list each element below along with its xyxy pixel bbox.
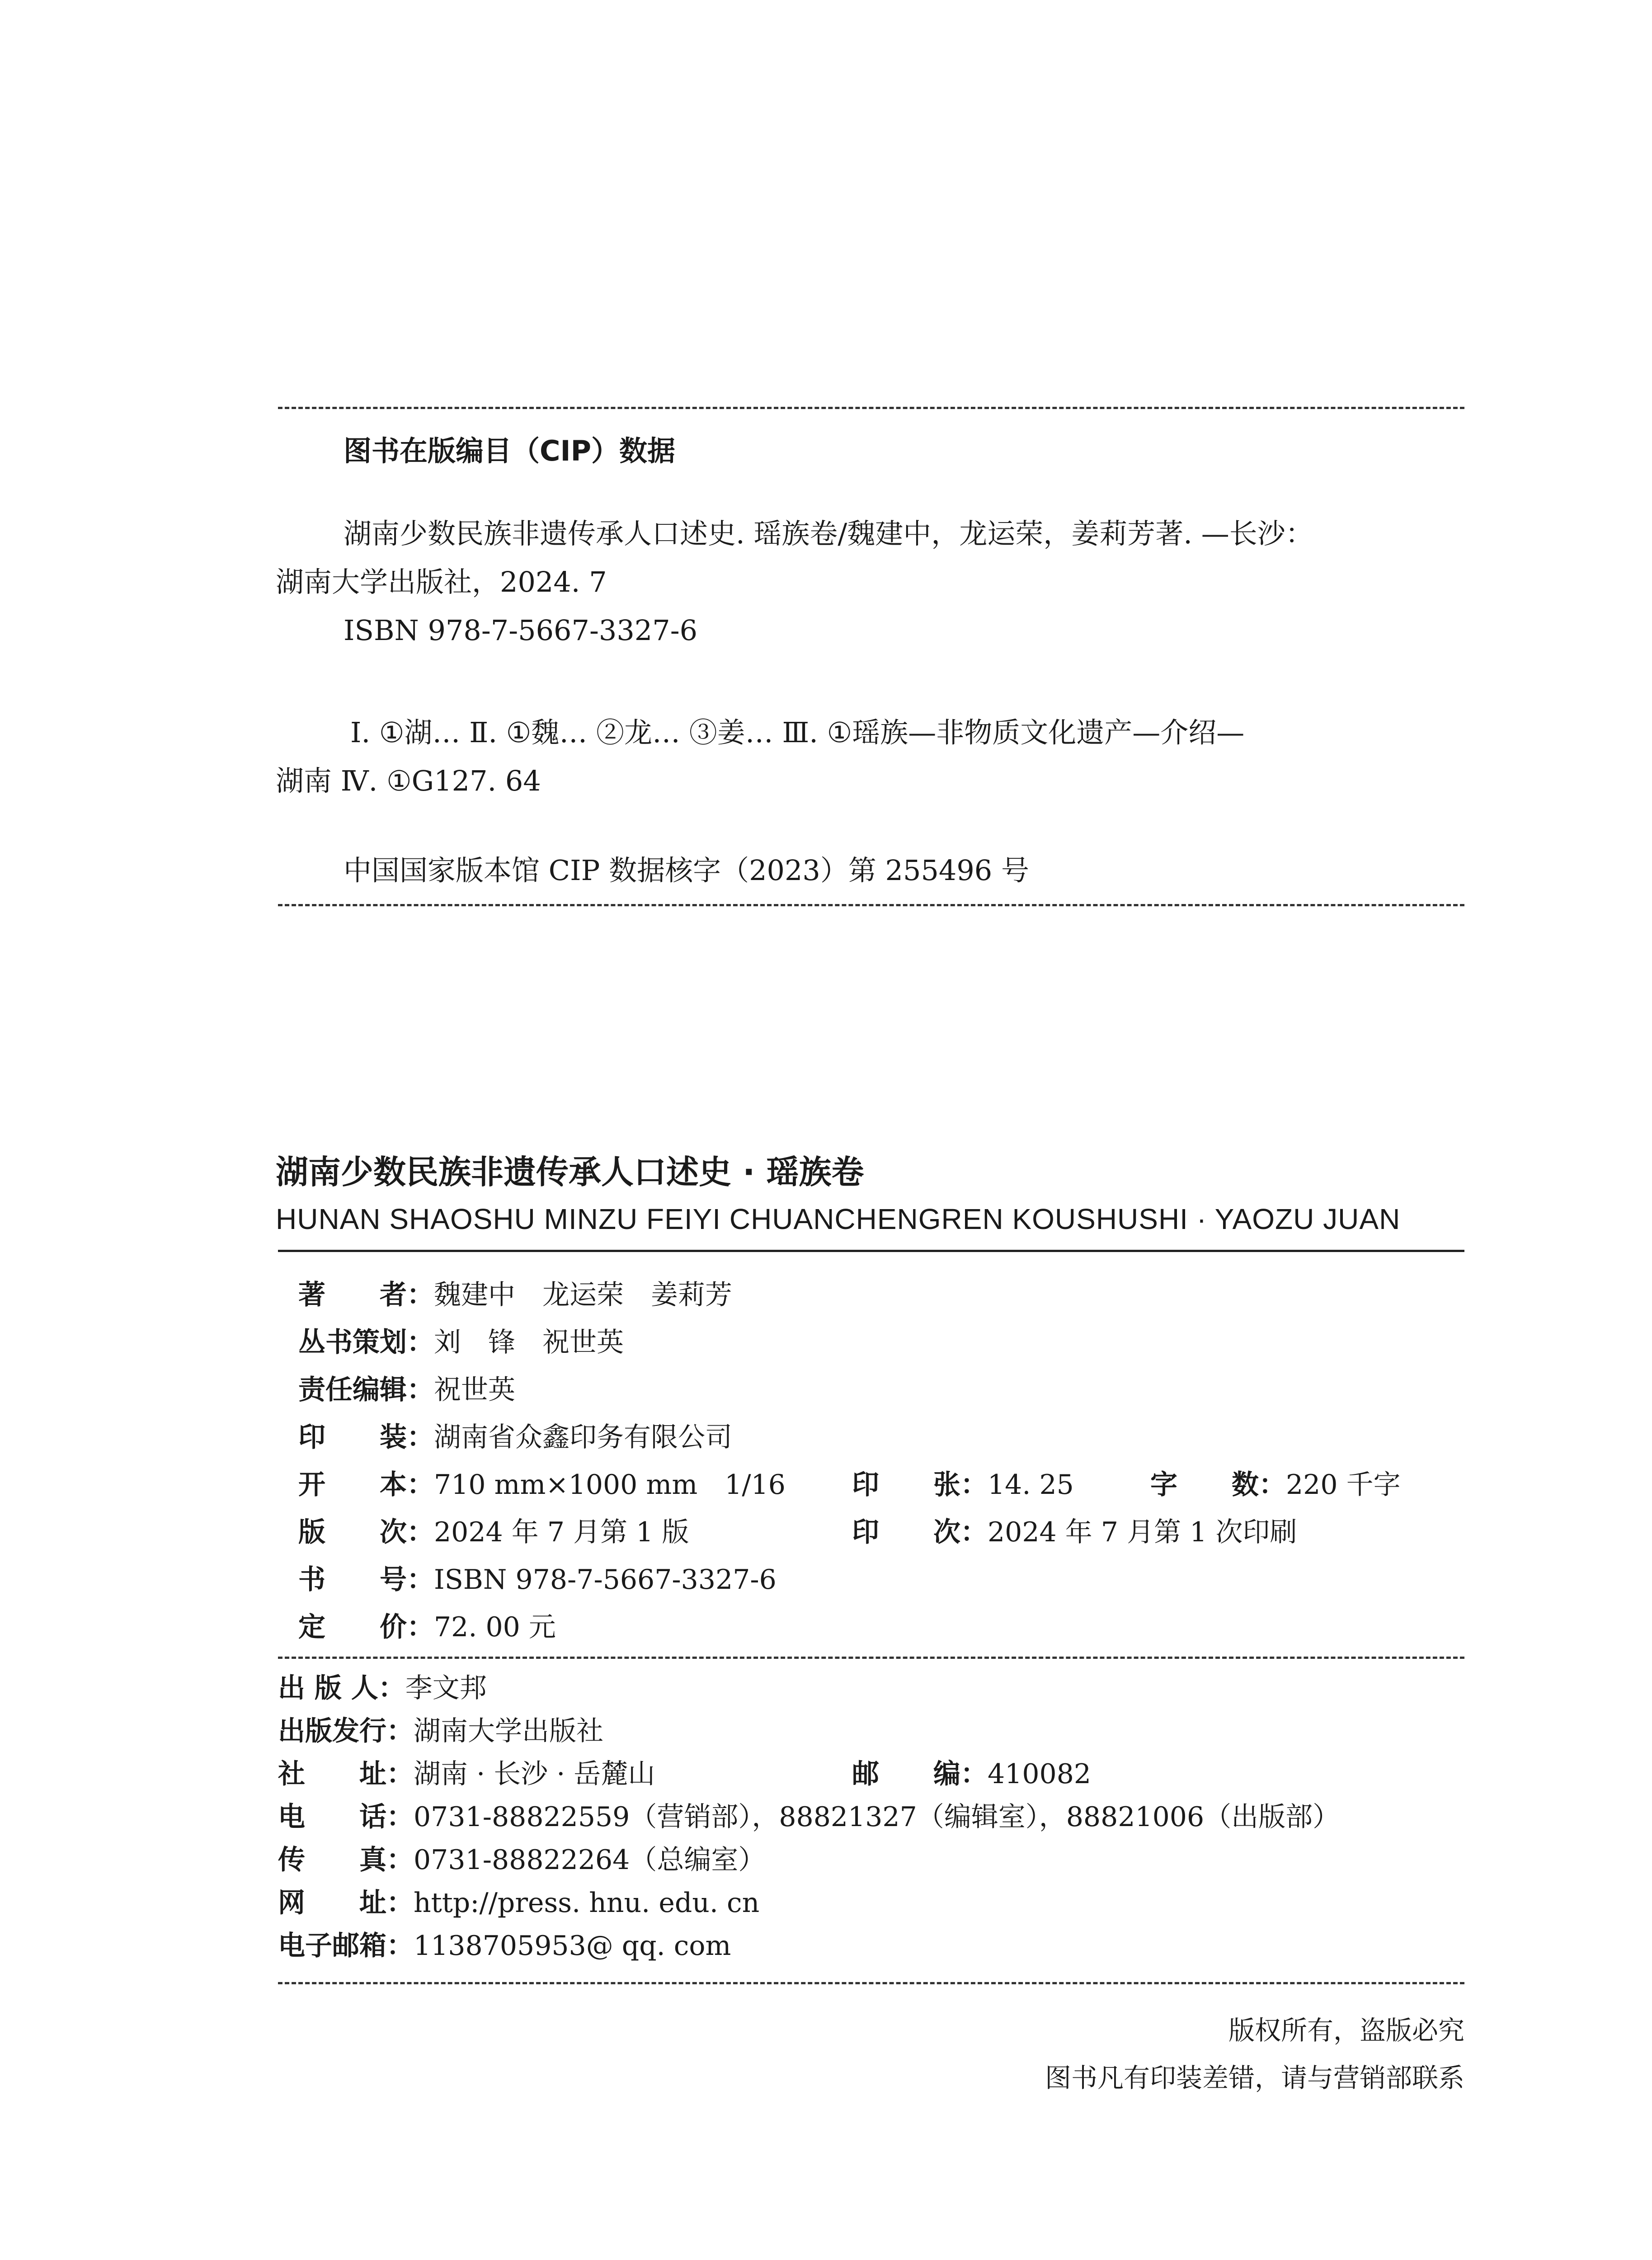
issuer-row [278, 1715, 603, 1747]
words-row [1150, 1469, 1401, 1501]
editor-label: 责任编辑： [298, 1374, 434, 1406]
book-number-value: ISBN 978-7-5667-3327-6 [434, 1564, 777, 1596]
book-subtitle: HUNAN SHAOSHU MINZU FEIYI CHUANCHENGREN KOUSHUSHI · YAOZU JUAN [276, 1203, 1401, 1235]
printing-row [852, 1516, 1297, 1548]
cip-bottom-divider [278, 904, 1464, 906]
cip-classification-1: Ⅰ. ①湖… Ⅱ. ①魏… ②龙… ③姜… Ⅲ. ①瑶族—非物质文化遗产—介绍— [350, 716, 1245, 749]
phone-label: 电 话： [278, 1801, 414, 1833]
author-value: 魏建中 龙运荣 姜莉芳 [434, 1279, 732, 1311]
cip-line-1: 湖南少数民族非遗传承人口述史. 瑶族卷/魏建中，龙运荣，姜莉芳著. —长沙： [344, 517, 1313, 550]
printer-row [298, 1424, 732, 1451]
phone-value: 0731-88822559（营销部），88821327（编辑室），88821006（出版部） [414, 1801, 1340, 1833]
format-row [298, 1469, 786, 1501]
postcode-label: 邮 编： [852, 1758, 988, 1790]
printer-value: 湖南省众鑫印务有限公司 [434, 1422, 732, 1453]
email-row [278, 1930, 731, 1962]
address-row [278, 1758, 655, 1790]
printer-label: 印 装： [298, 1422, 434, 1453]
email-label: 电子邮箱： [278, 1930, 414, 1962]
editor-value: 祝世英 [434, 1374, 515, 1406]
sheets-label: 印 张： [852, 1469, 988, 1501]
fax-row [278, 1846, 765, 1874]
series-planning-row [298, 1329, 624, 1356]
website-value: http://press. hnu. edu. cn [414, 1887, 760, 1919]
format-value: 710 mm×1000 mm 1/16 [434, 1469, 786, 1501]
cip-top-divider [278, 407, 1464, 409]
book-title: 湖南少数民族非遗传承人口述史 · 瑶族卷 [276, 1153, 864, 1191]
words-label: 字 数： [1150, 1469, 1286, 1501]
cip-classification-2: 湖南 Ⅳ. ①G127. 64 [276, 764, 541, 797]
copyright-notice: 版权所有，盗版必究 [1228, 2015, 1464, 2046]
edition-row [298, 1516, 689, 1548]
fax-label: 传 真： [278, 1844, 414, 1876]
words-value: 220 千字 [1286, 1469, 1401, 1501]
author-label: 著 者： [298, 1279, 434, 1311]
fax-value: 0731-88822264（总编室） [414, 1844, 766, 1876]
price-value: 72. 00 元 [434, 1611, 556, 1643]
series-planning-value: 刘 锋 祝世英 [434, 1327, 624, 1358]
price-row [298, 1611, 556, 1643]
price-label: 定 价： [298, 1611, 434, 1643]
edition-label: 版 次： [298, 1516, 434, 1548]
editor-row [298, 1374, 515, 1406]
publisher-divider [278, 1982, 1464, 1984]
details-divider [278, 1657, 1464, 1659]
issuer-label: 出版发行： [278, 1715, 414, 1747]
printing-error-notice: 图书凡有印装差错，请与营销部联系 [1045, 2062, 1464, 2093]
format-label: 开 本： [298, 1469, 434, 1501]
printing-label: 印 次： [852, 1516, 988, 1548]
book-number-label: 书 号： [298, 1564, 434, 1596]
title-rule [278, 1250, 1464, 1252]
book-number-row [298, 1564, 777, 1596]
series-planning-label: 丛书策划： [298, 1327, 434, 1358]
address-label: 社 址： [278, 1758, 414, 1790]
phone-row [278, 1803, 1340, 1831]
author-row [298, 1281, 732, 1309]
issuer-value: 湖南大学出版社 [414, 1715, 603, 1747]
cip-isbn: ISBN 978-7-5667-3327-6 [344, 614, 698, 647]
postcode-value: 410082 [988, 1758, 1092, 1790]
cip-line-2: 湖南大学出版社，2024. 7 [276, 565, 607, 598]
cip-heading: 图书在版编目（CIP）数据 [344, 434, 676, 467]
website-label: 网 址： [278, 1887, 414, 1919]
email-value: 1138705953@ qq. com [414, 1930, 731, 1962]
publisher-value: 李文邦 [405, 1672, 487, 1704]
website-row [278, 1887, 760, 1919]
postcode-row [852, 1758, 1092, 1790]
publisher-label: 出 版 人： [278, 1672, 405, 1704]
sheets-value: 14. 25 [988, 1469, 1074, 1501]
address-value: 湖南 · 长沙 · 岳麓山 [414, 1758, 655, 1790]
publisher-row [278, 1672, 487, 1704]
edition-value: 2024 年 7 月第 1 版 [434, 1516, 689, 1548]
sheets-row [852, 1469, 1074, 1501]
printing-value: 2024 年 7 月第 1 次印刷 [988, 1516, 1297, 1548]
cip-verification-number: 中国国家版本馆 CIP 数据核字（2023）第 255496 号 [344, 854, 1029, 887]
